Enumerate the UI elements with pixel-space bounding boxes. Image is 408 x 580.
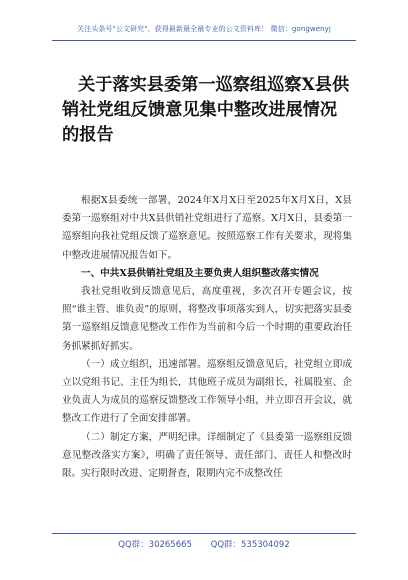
section-heading: 一、中共X县供销社党组及主要负责人组织整改落实情况: [81, 267, 319, 279]
document-title: 关于落实县委第一巡察组巡察X县供销社党组反馈意见集中整改进展情况的报告: [62, 75, 350, 145]
body-paragraph: 我社党组收到反馈意见后，高度重视，多次召开专题会议，按照“谁主管、谁负责”的原则，将整改事项落实到人，切实把落实县委第一巡察组反馈意见整改工作作为当前和今后一个时期的重要政治任务抓紧抓好抓实。: [62, 286, 352, 352]
header-banner: 关注头条号"公文研究"，获得最新最全最专业的公文资料库！ 微信：gongwenyj: [77, 25, 331, 33]
footer: [0, 538, 408, 550]
document-body: [62, 192, 352, 483]
footer-qq-group-2: QQ群：535304092: [210, 540, 290, 550]
footer-qq-group-1: QQ群：30265665: [118, 540, 192, 550]
header-divider: [52, 40, 356, 41]
body-paragraph: （一）成立组织，迅速部署。巡察组反馈意见后，社党组立即成立以党组书记、主任为组长，其他班子成员为副组长，社属股室、企业负责人为成员的巡察反馈整改工作领导小组，并立即召开会议，就整改工作进行了全面安排部署。: [62, 358, 352, 425]
intro-paragraph: 根据X县委统一部署，2024年X月X日至2025年X月X日，X县委第一巡察组对中共X县供销社党组进行了巡察。X月X日，县委第一巡察组向我社党组反馈了巡察意见。按照巡察工作有关要求，现将集中整改进展情况报告如下。: [62, 195, 352, 261]
body-paragraph: （二）制定方案，严明纪律。详细制定了《县委第一巡察组反馈意见整改落实方案》，明确了责任领导、责任部门、责任人和整改时限。实行限时改进、定期督查，限期内完不成整改任: [62, 431, 352, 480]
footer-divider: [52, 533, 356, 534]
